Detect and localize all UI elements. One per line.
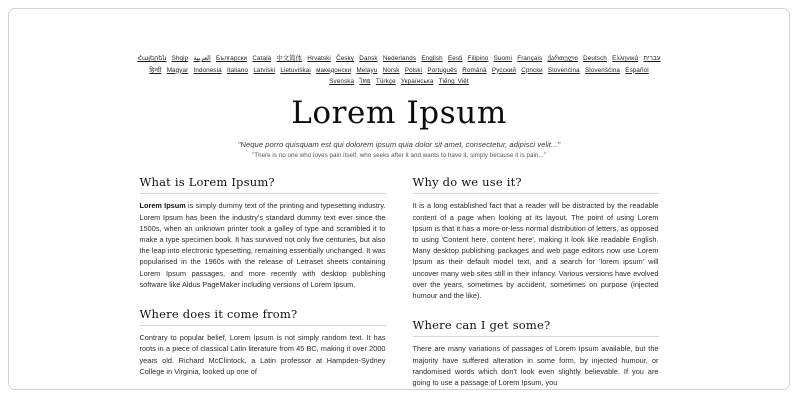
section-body-where-from: Contrary to popular belief, Lorem Ipsum is not simply random text. It has roots in a piece of classical Latin literature from 45 BC, making it over 2000 years old. Richard McClintock, a Latin professor at Hampden-Sydney College in Virginia, looked up one of [139,333,386,376]
section-what-is-lorem-ipsum [140,176,386,290]
language-link[interactable]: Indonesia [193,66,222,74]
language-link[interactable]: Français [517,55,543,62]
language-link[interactable]: Español [625,66,649,74]
language-link[interactable]: Melayu [356,66,378,74]
language-link[interactable]: ქართული [547,55,578,62]
language-link[interactable]: Latviski [253,66,276,74]
language-link[interactable]: Česky [336,55,355,62]
language-link[interactable]: Magyar [166,66,189,74]
quote-block [139,140,659,160]
language-selector-bar[interactable] [134,53,664,88]
section-why-do-we-use-it [413,176,659,301]
left-column [140,176,386,388]
section-body-where-get: There are many variations of passages of Lorem Ipsum available, but the majority have suffered alteration in some form, by injected humour, or randomised words which don't look even slightly believable. If you are going to use a passage of Lorem Ipsum, you [412,344,659,388]
quote-latin-text: "Neque porro quisquam est qui dolorem ipsum quia dolor sit amet, consectetur, adipisci velit..." [237,139,561,149]
quote-english-translation: "There is no one who loves pain itself, who seeks after it and wants to have it, simply because it is pain..." [252,152,546,160]
language-link[interactable]: हिन्दी [149,66,162,74]
language-link[interactable]: English [421,55,443,62]
language-link[interactable]: Slovenščina [584,66,621,74]
language-link[interactable]: Ελληνικά [612,55,639,62]
language-link[interactable]: Română [462,66,487,74]
section-where-does-it-come-from [140,308,386,377]
language-link[interactable]: Suomi [493,55,513,62]
language-link[interactable]: Filipino [467,55,489,62]
page-title: Lorem Ipsum [291,94,507,131]
language-link[interactable]: Dansk [359,55,378,62]
language-link[interactable]: Slovenčina [547,66,580,74]
language-link[interactable]: Nederlands [382,55,417,62]
section-heading-where-from: Where does it come from? [140,308,386,326]
section-body-what-is [140,200,386,290]
language-link[interactable]: Lietuviškai [280,66,311,74]
language-link[interactable]: Português [427,66,458,74]
lead-emphasis: Lorem Ipsum [139,201,186,211]
section-heading-why-use: Why do we use it? [413,176,659,194]
language-link[interactable]: Italiano [226,66,249,74]
language-link[interactable]: ไทย [359,78,371,85]
language-link[interactable]: Українська [400,78,434,85]
section-where-can-i-get-some [413,319,659,388]
language-link[interactable]: македонски [316,66,352,74]
section-body-what-is-text: is simply dummy text of the printing and typesetting industry. Lorem Ipsum has been the industry's standard dummy text ever since the 1500s, when an unknown printer took a galley of type and scrambled it to make a type specimen book. It has survived not only five centuries, but also the leap into electronic typesetting, remaining essentially unchanged. It was popularised in the 1960s with the release of Letraset sheets containing Lorem Ipsum passages, and more recently with desktop publishing software like Aldus PageMaker including versions of Lorem Ipsum. [139,201,386,289]
section-heading-what-is: What is Lorem Ipsum? [140,176,386,194]
language-link[interactable]: Српски [521,66,543,74]
language-link[interactable]: Tiếng Việt [438,78,469,85]
page-content [9,9,789,389]
language-link[interactable]: Shqip [171,55,189,62]
language-link[interactable]: עברית [643,55,661,62]
language-link[interactable]: Deutsch [583,55,607,62]
browser-viewport [8,8,790,390]
language-link[interactable]: Svenska [329,78,355,85]
language-link[interactable]: العربية [193,55,211,62]
section-heading-where-get: Where can I get some? [413,319,659,337]
language-link[interactable]: Русский [491,66,516,74]
language-link[interactable]: 中文简体 [276,55,303,62]
language-link[interactable]: Հայերեն [137,55,167,62]
language-link[interactable]: Polski [404,66,423,74]
language-link[interactable]: Català [252,55,272,62]
language-link[interactable]: Български [215,55,248,62]
language-link[interactable]: Eesti [447,55,463,62]
language-link[interactable]: Hrvatski [307,55,331,62]
language-link[interactable]: Norsk [382,66,400,74]
content-columns [140,176,659,388]
language-link[interactable]: Türkçe [375,78,396,85]
right-column [413,176,659,388]
section-body-why-use: It is a long established fact that a reader will be distracted by the readable content of a page when looking at its layout. The point of using Lorem Ipsum is that it has a more-or-less normal distribution of letters, as opposed to using 'Content here, content here', making it look like readable English. Many desktop publishing packages and web page editors now use Lorem Ipsum as their default model text, and a search for 'lorem ipsum' will uncover many web sites still in their infancy. Various versions have evolved over the years, sometimes by accident, sometimes on purpose (injected humour and the like). [412,201,659,301]
